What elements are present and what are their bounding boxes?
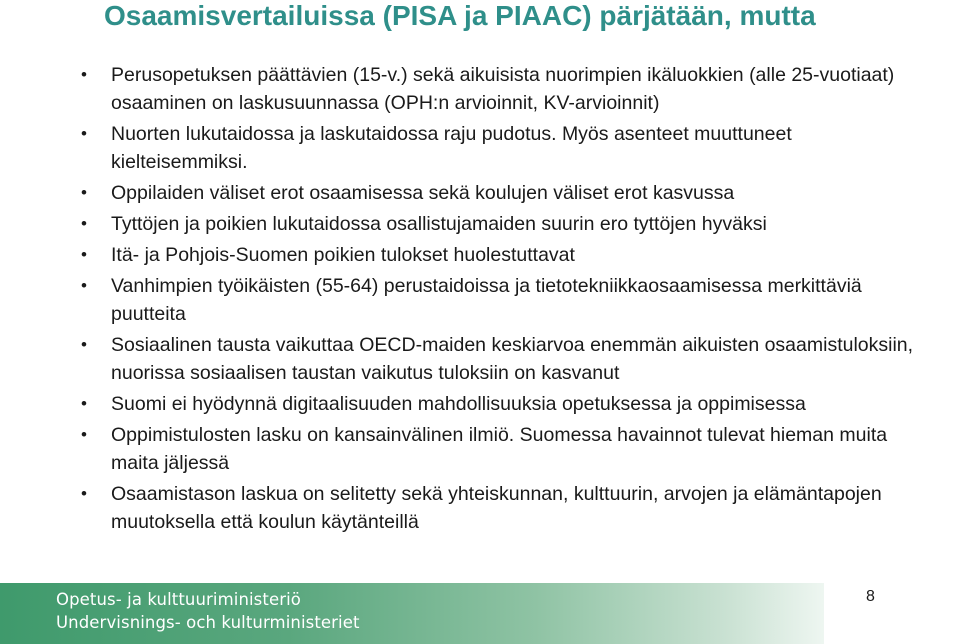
- bullet-text: Suomi ei hyödynnä digitaalisuuden mahdollisuuksia opetuksessa ja oppimisessa: [111, 393, 806, 415]
- bullet-icon: •: [81, 484, 87, 503]
- bullet-list: [80, 61, 920, 539]
- bullet-icon: •: [81, 214, 87, 233]
- bullet-text: Vanhimpien työikäisten (55-64) perustaidoissa ja tietotekniikkaosaamisessa merkittäviä puutteita: [111, 275, 862, 325]
- bullet-item: [80, 390, 920, 418]
- bullet-icon: •: [81, 65, 87, 84]
- bullet-item: [80, 241, 920, 269]
- bullet-icon: •: [81, 245, 87, 264]
- ministry-name-swedish: Undervisnings- och kulturministeriet: [56, 613, 360, 632]
- bullet-item: [80, 61, 920, 117]
- page-number: 8: [866, 588, 875, 605]
- bullet-item: [80, 120, 920, 176]
- bullet-text: Nuorten lukutaidossa ja laskutaidossa raju pudotus. Myös asenteet muuttuneet kielteisemmiksi.: [111, 123, 792, 173]
- bullet-text: Perusopetuksen päättävien (15-v.) sekä aikuisista nuorimpien ikäluokkien (alle 25-vuotiaat) osaaminen on laskusuunnassa (OPH:n arvioinnit, KV-arvioinnit): [111, 64, 895, 114]
- bullet-item: [80, 179, 920, 207]
- bullet-icon: •: [81, 124, 87, 143]
- bullet-text: Osaamistason laskua on selitetty sekä yhteiskunnan, kulttuurin, arvojen ja elämäntapojen muutoksella että koulun käytänteillä: [111, 483, 882, 533]
- bullet-text: Sosiaalinen tausta vaikuttaa OECD-maiden keskiarvoa enemmän aikuisten osaamistuloksiin, nuorissa sosiaalisen taustan vaikutus tuloksiin on kasvanut: [111, 334, 914, 384]
- bullet-icon: •: [81, 335, 87, 354]
- bullet-item: [80, 272, 920, 328]
- bullet-item: [80, 331, 920, 387]
- bullet-icon: •: [81, 425, 87, 444]
- bullet-item: [80, 480, 920, 536]
- bullet-icon: •: [81, 276, 87, 295]
- bullet-icon: •: [81, 183, 87, 202]
- bullet-icon: •: [81, 394, 87, 413]
- bullet-text: Oppimistulosten lasku on kansainvälinen ilmiö. Suomessa havainnot tulevat hieman muita maita jäljessä: [111, 424, 888, 474]
- ministry-name-finnish: Opetus- ja kulttuuriministeriö: [56, 590, 301, 609]
- bullet-item: [80, 210, 920, 238]
- bullet-text: Itä- ja Pohjois-Suomen poikien tulokset huolestuttavat: [111, 244, 575, 266]
- bullet-text: Tyttöjen ja poikien lukutaidossa osallistujamaiden suurin ero tyttöjen hyväksi: [111, 213, 767, 235]
- bullet-text: Oppilaiden väliset erot osaamisessa sekä koulujen väliset erot kasvussa: [111, 182, 735, 204]
- slide-title: Osaamisvertailuissa (PISA ja PIAAC) pärjätään, mutta: [104, 0, 816, 31]
- bullet-item: [80, 421, 920, 477]
